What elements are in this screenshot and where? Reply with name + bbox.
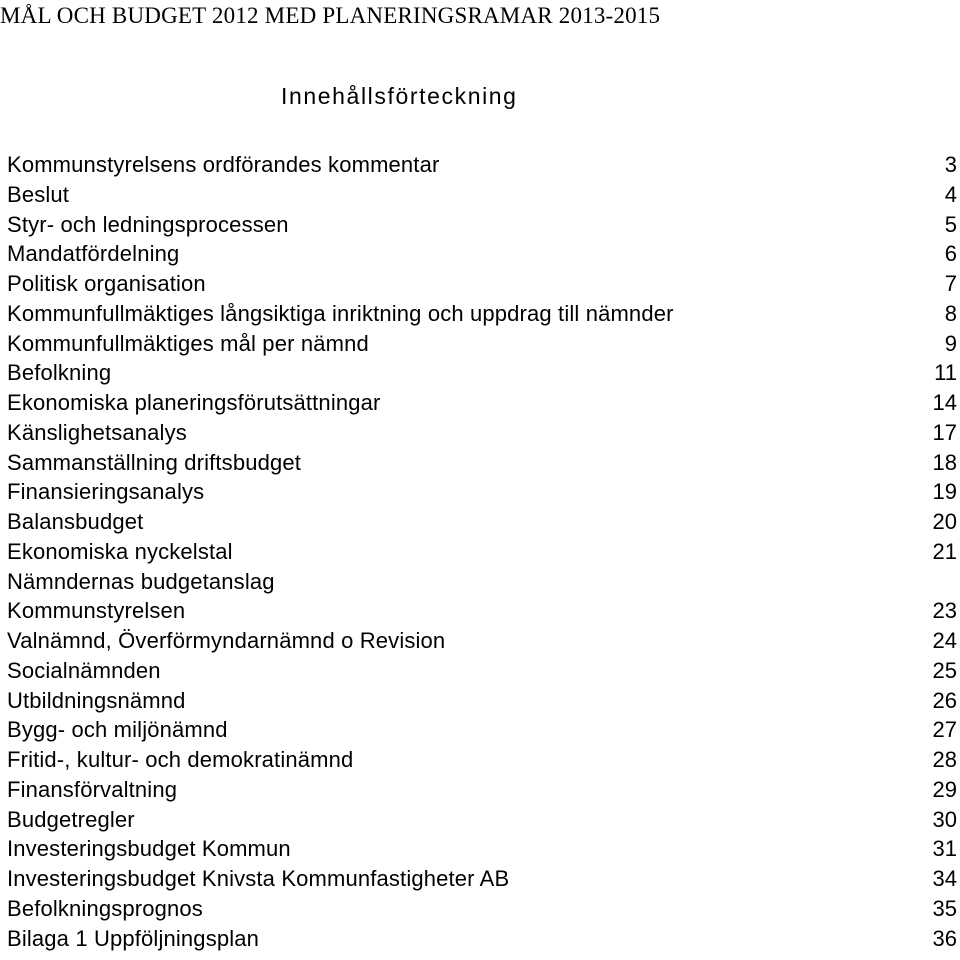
toc-entry-title: Befolkningsprognos [7,895,203,921]
toc-entry[interactable] [7,864,958,894]
toc-entry-page: 26 [932,687,957,713]
toc-entry[interactable] [7,299,958,329]
toc-entry-page: 27 [932,717,957,743]
toc-entry-title: Sammanställning driftsbudget [7,449,302,475]
toc-entry-title: Kommunfullmäktiges mål per nämnd [7,330,369,356]
toc-entry-page: 28 [932,747,957,772]
toc-entry-page: 31 [932,836,957,862]
toc-entry-title: Kommunstyrelsen [7,598,186,624]
toc-entry-title: Balansbudget [7,509,144,534]
toc-entry-title: Ekonomiska nyckelstal [7,538,233,564]
toc-entry-page: 6 [944,241,957,267]
toc-entry[interactable] [7,805,958,835]
toc-entry-page: 24 [932,628,957,653]
toc-entry[interactable] [7,329,958,359]
toc-entry-title: Utbildningsnämnd [7,687,186,713]
toc-entry-page: 9 [944,330,957,356]
toc-entry-page: 21 [932,538,957,564]
toc-entry-page: 4 [944,181,957,207]
toc-entry[interactable] [7,507,958,537]
toc-entry[interactable] [7,656,958,686]
toc-entry-page: 25 [932,657,957,683]
toc-entry[interactable] [7,924,958,954]
toc-entry-title: Finansförvaltning [7,776,178,802]
toc-entry-title: Investeringsbudget Kommun [7,836,291,862]
toc-entry-page: 29 [932,776,957,802]
toc-entry[interactable] [7,537,958,567]
toc-entry[interactable] [7,686,958,716]
toc-entry[interactable] [7,596,958,626]
toc-entry[interactable] [7,448,958,478]
toc-heading: Innehållsförteckning [281,83,518,109]
toc-entry-title: Beslut [7,181,70,207]
toc-entry[interactable] [7,210,958,240]
toc-entry-title: Mandatfördelning [7,241,180,267]
toc-entry[interactable] [7,418,958,448]
toc-entry-title: Styr- och ledningsprocessen [7,211,289,237]
toc-entry-title: Kommunfullmäktiges långsiktiga inriktning och uppdrag till nämnder [7,300,674,326]
toc-entry[interactable] [7,150,958,180]
toc-entry[interactable] [7,388,958,418]
toc-entry[interactable] [7,269,958,299]
toc-entry-page: 19 [932,479,957,505]
toc-entry[interactable] [7,477,958,507]
toc-entry-title: Budgetregler [7,806,135,832]
toc-entry-title: Nämndernas budgetanslag [7,568,275,594]
toc-entry[interactable] [7,775,958,805]
toc-entry-page: 7 [944,271,957,296]
toc-entry[interactable] [7,180,958,210]
toc-entry-page: 14 [932,390,957,415]
toc-entry-title: Kommunstyrelsens ordförandes kommentar [7,152,440,177]
toc-entry-page: 18 [932,449,957,475]
toc-entry-title: Investeringsbudget Knivsta Kommunfastigheter AB [7,866,510,891]
toc-entry-title: Befolkning [7,360,112,386]
toc-entry-title: Bilaga 1 Uppföljningsplan [7,925,260,951]
toc-entry-page: 23 [932,598,957,624]
toc-entry-page: 35 [932,895,957,921]
toc-entry-title: Socialnämnden [7,657,161,683]
toc-entry-title: Bygg- och miljönämnd [7,717,228,743]
toc-entry-page: 5 [944,211,957,237]
toc-entry-page: 11 [934,360,957,386]
toc-entry-title: Ekonomiska planeringsförutsättningar [7,390,381,415]
toc-entry[interactable] [7,745,958,775]
toc-entry-page: 30 [932,806,957,832]
document-header: MÅL OCH BUDGET 2012 MED PLANERINGSRAMAR 2013-2015 [0,3,661,28]
toc-entry[interactable] [7,567,958,597]
toc-entry-page: 34 [932,866,957,891]
toc-entry[interactable] [7,894,958,924]
toc-entry[interactable] [7,626,958,656]
toc-entry[interactable] [7,715,958,745]
toc-entry[interactable] [7,834,958,864]
toc-entry-title: Valnämnd, Överförmyndarnämnd o Revision [7,628,446,653]
toc-entry-title: Politisk organisation [7,271,206,296]
toc-entry[interactable] [7,358,958,388]
toc-entry-page: 8 [944,300,957,326]
toc-entry-page: 3 [944,152,957,177]
toc-entry-page: 20 [932,509,957,534]
toc-entry-title: Fritid-, kultur- och demokratinämnd [7,747,354,772]
toc-entry-page: 17 [932,419,957,445]
toc-entry-page: 36 [932,925,957,951]
toc-entry-title: Finansieringsanalys [7,479,205,505]
toc-list [7,150,958,953]
toc-entry-title: Känslighetsanalys [7,419,187,445]
toc-entry[interactable] [7,239,958,269]
